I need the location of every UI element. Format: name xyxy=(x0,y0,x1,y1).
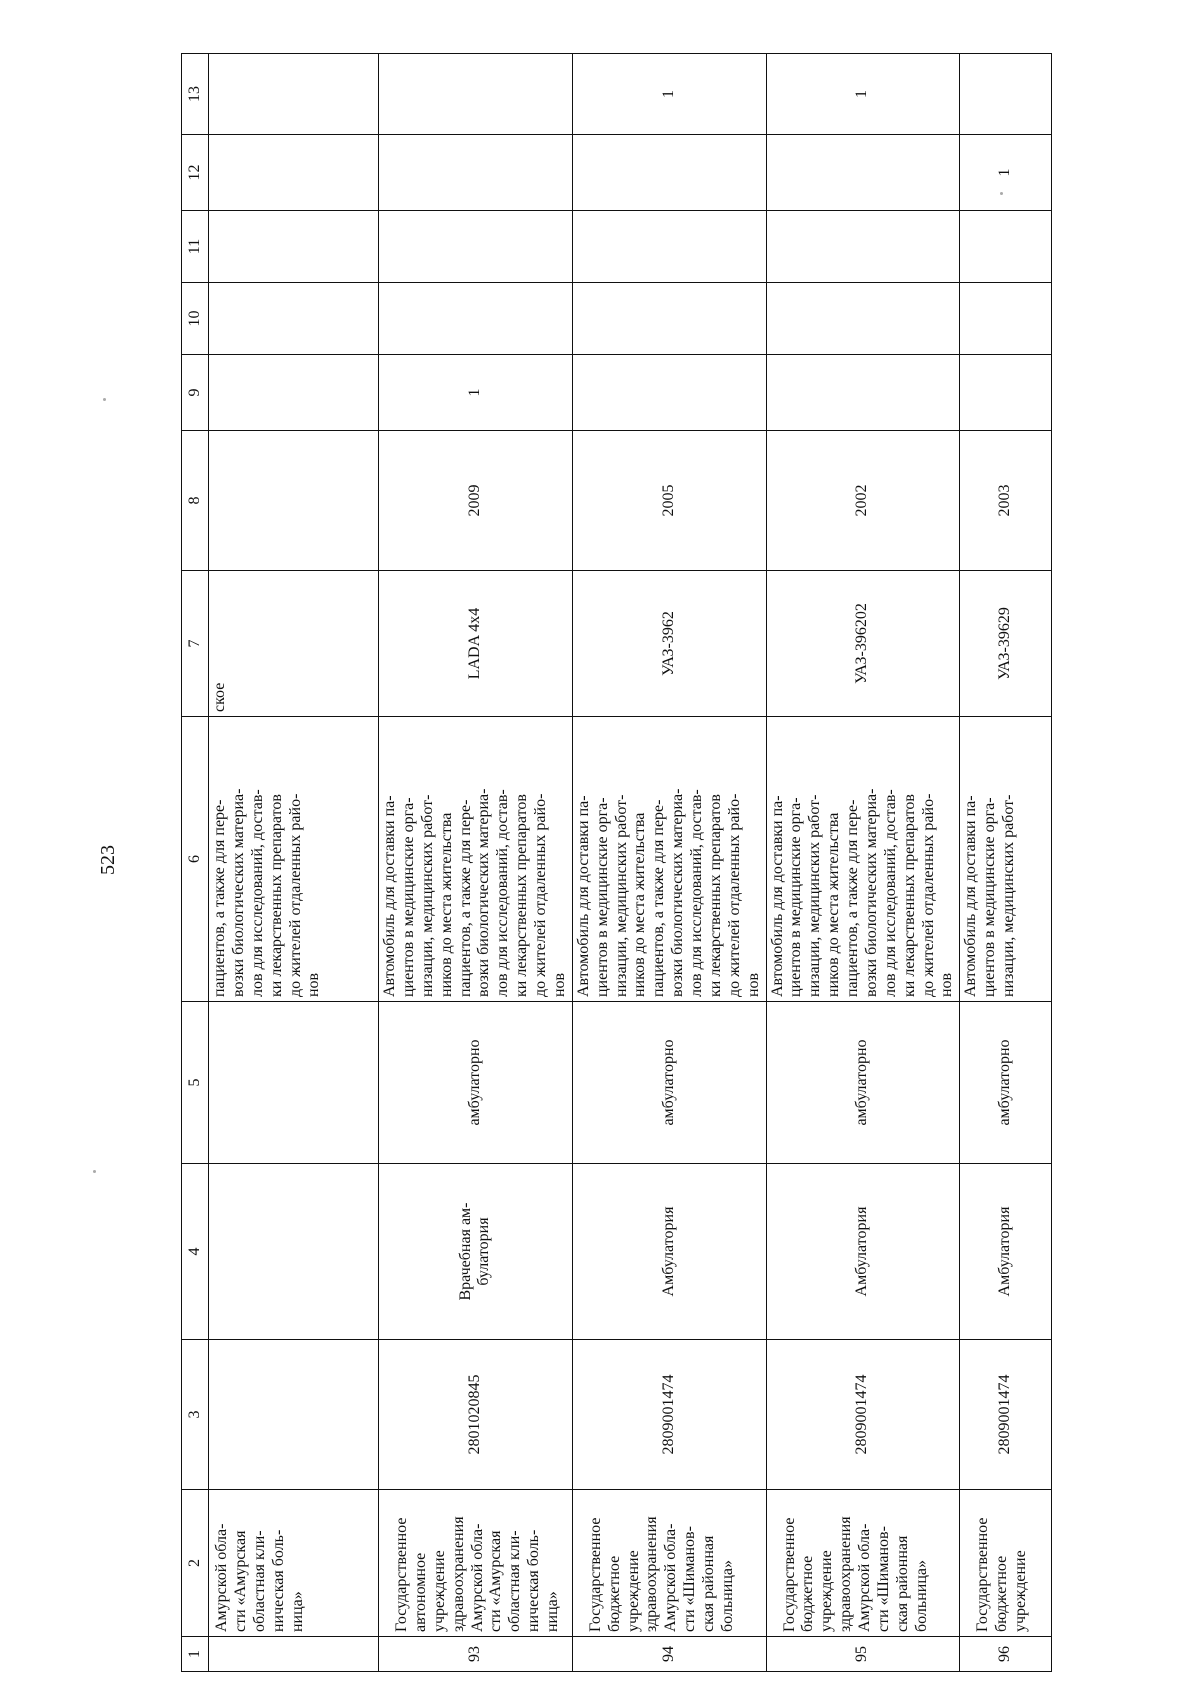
column-number-1: 1 xyxy=(182,1637,209,1672)
col12-cell xyxy=(766,135,960,211)
cell-line: низации, медицинских работ- xyxy=(806,794,824,997)
year-cell: 2002 xyxy=(766,431,960,571)
purpose-cell xyxy=(766,717,960,1002)
column-number-13: 13 xyxy=(182,54,209,135)
cell-line: больница» xyxy=(718,1560,736,1632)
vehicles-table xyxy=(181,53,1052,1672)
cell-line: здравоохранения xyxy=(837,1516,855,1632)
cell-line: нов xyxy=(744,972,762,997)
cell-line: пациентов, а также для пере- xyxy=(456,799,474,997)
cell-line: возки биологических материа- xyxy=(669,788,687,997)
cell-line: бюджетное xyxy=(605,1555,623,1632)
cell-line: автономное xyxy=(411,1552,429,1632)
column-number-6: 6 xyxy=(182,717,209,1002)
cell-line: здравоохранения xyxy=(449,1516,467,1632)
cell-line: низации, медицинских работ- xyxy=(1000,794,1017,997)
cell-line: здравоохранения xyxy=(643,1516,661,1632)
cell-line: Автомобиль для доставки па- xyxy=(574,795,592,997)
cell-line: циентов в медицинские орга- xyxy=(981,797,999,997)
cell-line: циентов в медицинские орга- xyxy=(787,797,805,997)
cell-line: учреждение xyxy=(430,1550,448,1632)
cell-line: областная кли- xyxy=(250,1530,268,1632)
organization-cell xyxy=(572,1490,766,1637)
cell-line: пациентов, а также для пере- xyxy=(844,799,861,997)
cell-line: возки биологических материа- xyxy=(862,788,880,997)
cell-line: нов xyxy=(305,972,323,997)
cell-line: до жителей отдаленных райо- xyxy=(286,793,304,997)
cell-line: нов xyxy=(550,972,568,997)
mode-cell: амбулаторно xyxy=(379,1002,573,1164)
table-row xyxy=(572,54,766,1672)
cell-line: нов xyxy=(938,972,956,997)
cell-line: ническая боль- xyxy=(269,1529,287,1632)
inn-cell: 2809001474 xyxy=(766,1340,960,1490)
column-number-9: 9 xyxy=(182,355,209,431)
mode-cell: амбулаторно xyxy=(572,1002,766,1164)
row-number-cell: 96 xyxy=(960,1637,1052,1672)
table-body xyxy=(209,54,1052,1672)
unit-cell xyxy=(379,1164,573,1340)
col10-cell xyxy=(572,283,766,355)
year-cell xyxy=(209,431,379,571)
cell-line: областная кли- xyxy=(506,1530,524,1632)
cell-line: ки лекарственных препаратов xyxy=(267,794,285,997)
organization-cell xyxy=(960,1490,1052,1637)
cell-line: лов для исследований, достав- xyxy=(881,789,899,997)
page-number: 523 xyxy=(97,845,119,875)
scan-speck xyxy=(103,398,106,401)
table-row xyxy=(766,54,960,1672)
cell-line: Амбулатория xyxy=(659,1206,677,1297)
cell-line: пациентов, а также для пере- xyxy=(650,799,668,997)
mode-cell: амбулаторно xyxy=(766,1002,960,1164)
vehicle-model-cell: УАЗ-3962 xyxy=(572,571,766,717)
column-number-12: 12 xyxy=(182,135,209,211)
cell-line: Амурской обла- xyxy=(662,1523,680,1632)
col10-cell xyxy=(209,283,379,355)
col9-cell xyxy=(209,355,379,431)
cell-line: Автомобиль для доставки па- xyxy=(768,795,786,997)
cell-line: сти «Амурская xyxy=(487,1530,505,1632)
purpose-cell xyxy=(572,717,766,1002)
cell-line: лов для исследований, достав- xyxy=(248,789,266,997)
cell-line: ников до места жительства xyxy=(825,812,843,997)
cell-line: лов для исследований, достав- xyxy=(688,789,705,997)
unit-cell xyxy=(572,1164,766,1340)
cell-line: Государственное xyxy=(780,1517,798,1632)
col11-cell xyxy=(209,211,379,283)
cell-line: ников до места жительства xyxy=(437,812,455,997)
column-number-2: 2 xyxy=(182,1490,209,1637)
inn-cell: 2809001474 xyxy=(572,1340,766,1490)
col13-cell xyxy=(379,54,573,135)
col11-cell xyxy=(379,211,573,283)
inn-cell: 2809001474 xyxy=(960,1340,1052,1490)
cell-line: булатория xyxy=(475,1217,493,1286)
cell-line: Государственное xyxy=(393,1517,410,1632)
vehicle-model-cell: УАЗ-39629 xyxy=(960,571,1052,717)
cell-line: сти «Амурская xyxy=(231,1530,249,1632)
cell-line: возки биологических материа- xyxy=(475,788,493,997)
cell-line: ническая боль- xyxy=(525,1529,543,1632)
column-number-5: 5 xyxy=(182,1002,209,1164)
col12-cell xyxy=(209,135,379,211)
col10-cell xyxy=(960,283,1052,355)
col11-cell xyxy=(572,211,766,283)
inn-cell: 2801020845 xyxy=(379,1340,573,1490)
cell-line: бюджетное xyxy=(799,1555,817,1632)
cell-line: Амбулатория xyxy=(996,1206,1014,1297)
col12-cell: 1 xyxy=(960,135,1052,211)
cell-line: ников до места жительства xyxy=(631,812,649,997)
cell-line: Амурской обла- xyxy=(213,1523,230,1632)
mode-cell: амбулаторно xyxy=(960,1002,1052,1164)
col10-cell xyxy=(379,283,573,355)
rotated-table-wrapper xyxy=(181,54,1049,1672)
table-row xyxy=(209,54,379,1672)
cell-line: ская районная xyxy=(700,1535,717,1632)
cell-line: больница» xyxy=(912,1560,930,1632)
unit-cell xyxy=(766,1164,960,1340)
column-number-10: 10 xyxy=(182,283,209,355)
row-number-cell: 94 xyxy=(572,1637,766,1672)
cell-line: учреждение xyxy=(624,1550,642,1632)
cell-line: ница» xyxy=(288,1591,306,1632)
col13-cell: 1 xyxy=(766,54,960,135)
purpose-cell xyxy=(209,717,379,1002)
cell-line: лов для исследований, достав- xyxy=(494,789,512,997)
vehicle-model-cell: ское xyxy=(209,571,379,717)
col11-cell xyxy=(960,211,1052,283)
cell-line: низации, медицинских работ- xyxy=(612,794,630,997)
cell-line: Амурской обла- xyxy=(468,1523,486,1632)
cell-line: до жителей отдаленных райо- xyxy=(919,793,937,997)
organization-cell xyxy=(766,1490,960,1637)
cell-line: до жителей отдаленных райо- xyxy=(725,793,743,997)
col10-cell xyxy=(766,283,960,355)
table-row xyxy=(379,54,573,1672)
purpose-cell xyxy=(379,717,573,1002)
cell-line: низации, медицинских работ- xyxy=(418,794,436,997)
cell-line: Государственное xyxy=(974,1517,992,1632)
cell-line: бюджетное xyxy=(993,1555,1011,1632)
cell-line: учреждение xyxy=(818,1550,836,1632)
cell-line: Амурской обла- xyxy=(856,1523,873,1632)
cell-line: ница» xyxy=(544,1591,561,1632)
col9-cell xyxy=(960,355,1052,431)
cell-line: учреждение xyxy=(1012,1550,1029,1632)
unit-cell xyxy=(960,1164,1052,1340)
col13-cell xyxy=(209,54,379,135)
column-number-3: 3 xyxy=(182,1340,209,1490)
cell-line: циентов в медицинские орга- xyxy=(399,797,417,997)
col12-cell xyxy=(379,135,573,211)
cell-line: Автомобиль для доставки па- xyxy=(962,795,980,997)
col12-cell xyxy=(572,135,766,211)
col9-cell xyxy=(766,355,960,431)
cell-line: Автомобиль для доставки па- xyxy=(381,795,398,997)
cell-line: сти «Шиманов- xyxy=(681,1526,699,1632)
cell-line: Врачебная ам- xyxy=(456,1202,474,1301)
col13-cell xyxy=(960,54,1052,135)
column-number-row xyxy=(182,54,209,1672)
purpose-cell xyxy=(960,717,1052,1002)
cell-line: ки лекарственных препаратов xyxy=(513,794,531,997)
cell-line: ки лекарственных препаратов xyxy=(706,794,724,997)
cell-line: возки биологических материа- xyxy=(229,788,247,997)
cell-line: ки лекарственных препаратов xyxy=(900,794,918,997)
cell-line: циентов в медицинские орга- xyxy=(593,797,611,997)
cell-line: Амбулатория xyxy=(853,1206,871,1297)
table-row xyxy=(960,54,1052,1672)
column-number-8: 8 xyxy=(182,431,209,571)
cell-line: ская районная xyxy=(893,1535,911,1632)
year-cell: 2005 xyxy=(572,431,766,571)
vehicle-model-cell: УАЗ-396202 xyxy=(766,571,960,717)
cell-line: Государственное xyxy=(586,1517,604,1632)
cell-line: сти «Шиманов- xyxy=(874,1526,892,1632)
scan-speck xyxy=(93,1170,96,1173)
inn-cell xyxy=(209,1340,379,1490)
column-number-11: 11 xyxy=(182,211,209,283)
col9-cell: 1 xyxy=(379,355,573,431)
col13-cell: 1 xyxy=(572,54,766,135)
year-cell: 2009 xyxy=(379,431,573,571)
row-number-cell: 93 xyxy=(379,1637,573,1672)
column-number-7: 7 xyxy=(182,571,209,717)
cell-line: до жителей отдаленных райо- xyxy=(532,793,549,997)
cell-line: пациентов, а также для пере- xyxy=(211,799,228,997)
vehicle-model-cell: LADA 4x4 xyxy=(379,571,573,717)
organization-cell xyxy=(209,1490,379,1637)
row-number-cell xyxy=(209,1637,379,1672)
organization-cell xyxy=(379,1490,573,1637)
unit-cell xyxy=(209,1164,379,1340)
col9-cell xyxy=(572,355,766,431)
col11-cell xyxy=(766,211,960,283)
row-number-cell: 95 xyxy=(766,1637,960,1672)
year-cell: 2003 xyxy=(960,431,1052,571)
column-number-4: 4 xyxy=(182,1164,209,1340)
mode-cell xyxy=(209,1002,379,1164)
